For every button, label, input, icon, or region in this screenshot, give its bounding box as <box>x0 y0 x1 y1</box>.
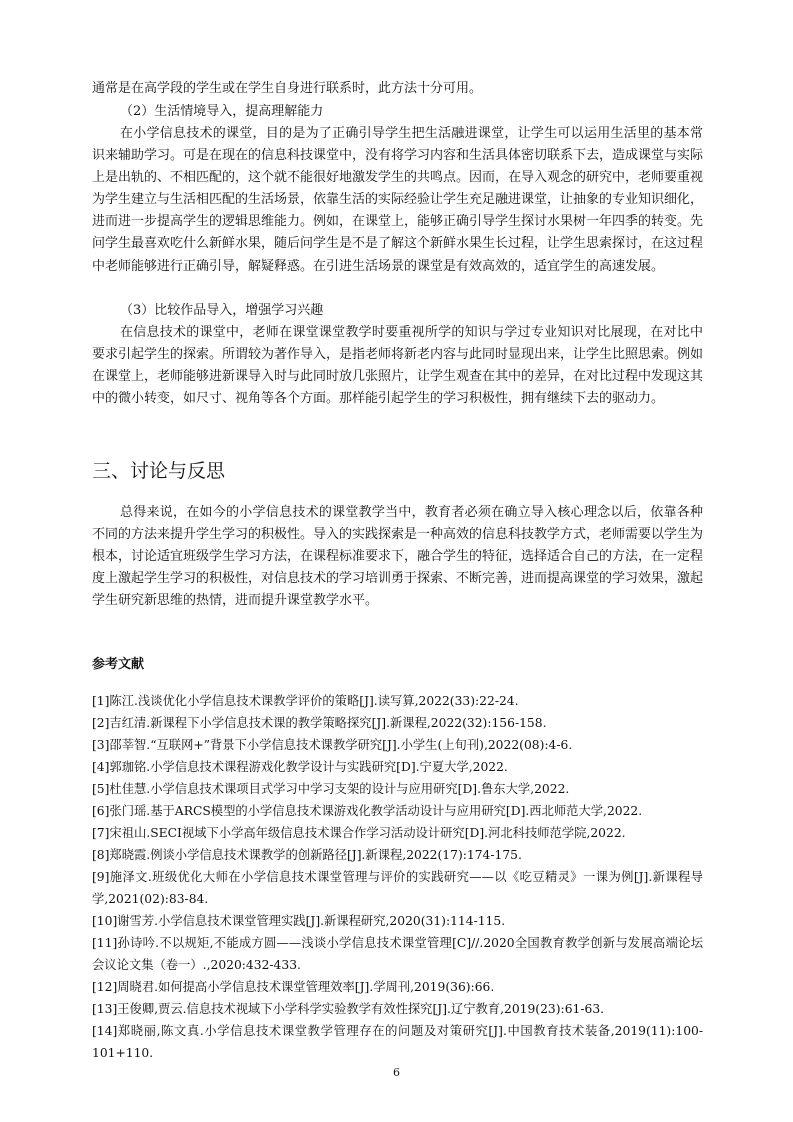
reference-item: [5]杜佳慧.小学信息技术课项目式学习中学习支架的设计与应用研究[D].鲁东大学,2022. <box>92 782 570 796</box>
reference-item: [14]郑晓丽,陈文真.小学信息技术课堂教学管理存在的问题及对策研究[J].中国教育技术装备,2019(11):100-101+110. <box>92 1024 703 1061</box>
reference-item: [4]郭珈铭.小学信息技术课程游戏化教学设计与实践研究[D].宁夏大学,2022. <box>92 760 508 774</box>
reference-item: [11]孙诗吟.不以规矩,不能成方圆——浅谈小学信息技术课堂管理[C]//.2020全国教育教学创新与发展高端论坛会议论文集（卷一）.,2020:432-433. <box>92 936 703 973</box>
subheading-life-situation: （2）生活情境导入，提高理解能力 <box>120 104 324 119</box>
continuation-paragraph: 通常是在高学段的学生或在学生自身进行联系时，此方法十分可用。 <box>92 81 483 96</box>
reference-item: [9]施泽文.班级优化大师在小学信息技术课堂管理与评价的实践研究——以《吃豆精灵》一课为例[J].新课程导学,2021(02):83-84. <box>92 870 703 907</box>
reference-item: [1]陈江.浅谈优化小学信息技术课教学评价的策略[J].读写算,2022(33):22-24. <box>92 694 519 708</box>
references-title: 参考文献 <box>92 657 145 672</box>
paragraph-life-situation: 在小学信息技术的课堂，目的是为了正确引导学生把生活融进课堂，让学生可以运用生活里的基本常识来辅助学习。可是在现在的信息科技课堂中，没有将学习内容和生活具体密切联系下去，造成课堂与实际上是出轨的、不相匹配的，这个就不能很好地激发学生的共鸣点。因而，在导入观念的研究中，老师要重视为学生建立与生活相匹配的生活场景，依靠生活的实际经验让学生充足融进课堂，让抽象的专业知识细化，进而进一步提高学生的逻辑思维能力。例如，在课堂上，能够正确引导学生探讨水果树一年四季的转变。先问学生最喜欢吃什么新鲜水果，随后问学生是不是了解这个新鲜水果生长过程，让学生思索探讨，在这过程中老师能够进行正确引导，解疑释惑。在引进生活场景的课堂是有效高效的，适宜学生的高速发展。 <box>92 126 704 274</box>
reference-item: [13]王俊卿,贾云.信息技术视域下小学科学实验教学有效性探究[J].辽宁教育,2019(23):61-63. <box>92 1002 605 1016</box>
reference-item: [7]宋祖山.SECI视域下小学高年级信息技术课合作学习活动设计研究[D].河北科技师范学院,2022. <box>92 826 626 840</box>
page-number: 6 <box>393 1066 400 1079</box>
subheading-compare-works: （3）比较作品导入，增强学习兴趣 <box>120 303 324 318</box>
paragraph-compare-works: 在信息技术的课堂中，老师在课堂课堂教学时要重视所学的知识与学过专业知识对比展现，在对比中要求引起学生的探索。所谓较为著作导入，是指老师将新老内容与此同时显现出来，让学生比照思索。例如在课堂上，老师能够进新课导入时与此同时放几张照片，让学生观查在其中的差异，在对比过程中发现这其中的微小转变，如尺寸、视角等各个方面。那样能引起学生的学习积极性，拥有继续下去的驱动力。 <box>92 325 704 407</box>
reference-item: [10]谢雪芳.小学信息技术课堂管理实践[J].新课程研究,2020(31):114-115. <box>92 914 506 928</box>
reference-item: [12]周晓君.如何提高小学信息技术课堂管理效率[J].学周刊,2019(36):66. <box>92 980 495 994</box>
reference-item: [6]张门瑶.基于ARCS模型的小学信息技术课游戏化教学活动设计与应用研究[D].西北师范大学,2022. <box>92 804 643 818</box>
section-paragraph: 总得来说，在如今的小学信息技术的课堂教学当中，教育者必须在确立导入核心理念以后，依靠各种不同的方法来提升学生学习的积极性。导入的实践探索是一种高效的信息科技教学方式，老师需要以学生为根本，讨论适宜班级学生学习方法，在课程标准要求下，融合学生的特征，选择适合自己的方法，在一定程度上激起学生学习的积极性，对信息技术的学习培训勇于探索、不断完善，进而提高课堂的学习效果，激起学生研究新思维的热情，进而提升课堂教学水平。 <box>92 505 704 609</box>
reference-item: [2]吉红清.新课程下小学信息技术课的教学策略探究[J].新课程,2022(32):156-158. <box>92 716 547 730</box>
section-title: 三、讨论与反思 <box>92 460 226 482</box>
reference-item: [8]郑晓霞.例谈小学信息技术课教学的创新路径[J].新课程,2022(17):174-175. <box>92 848 522 862</box>
reference-item: [3]邵莘智.“互联网+”背景下小学信息技术课教学研究[J].小学生(上旬刊),2022(08):4-6. <box>92 738 573 752</box>
